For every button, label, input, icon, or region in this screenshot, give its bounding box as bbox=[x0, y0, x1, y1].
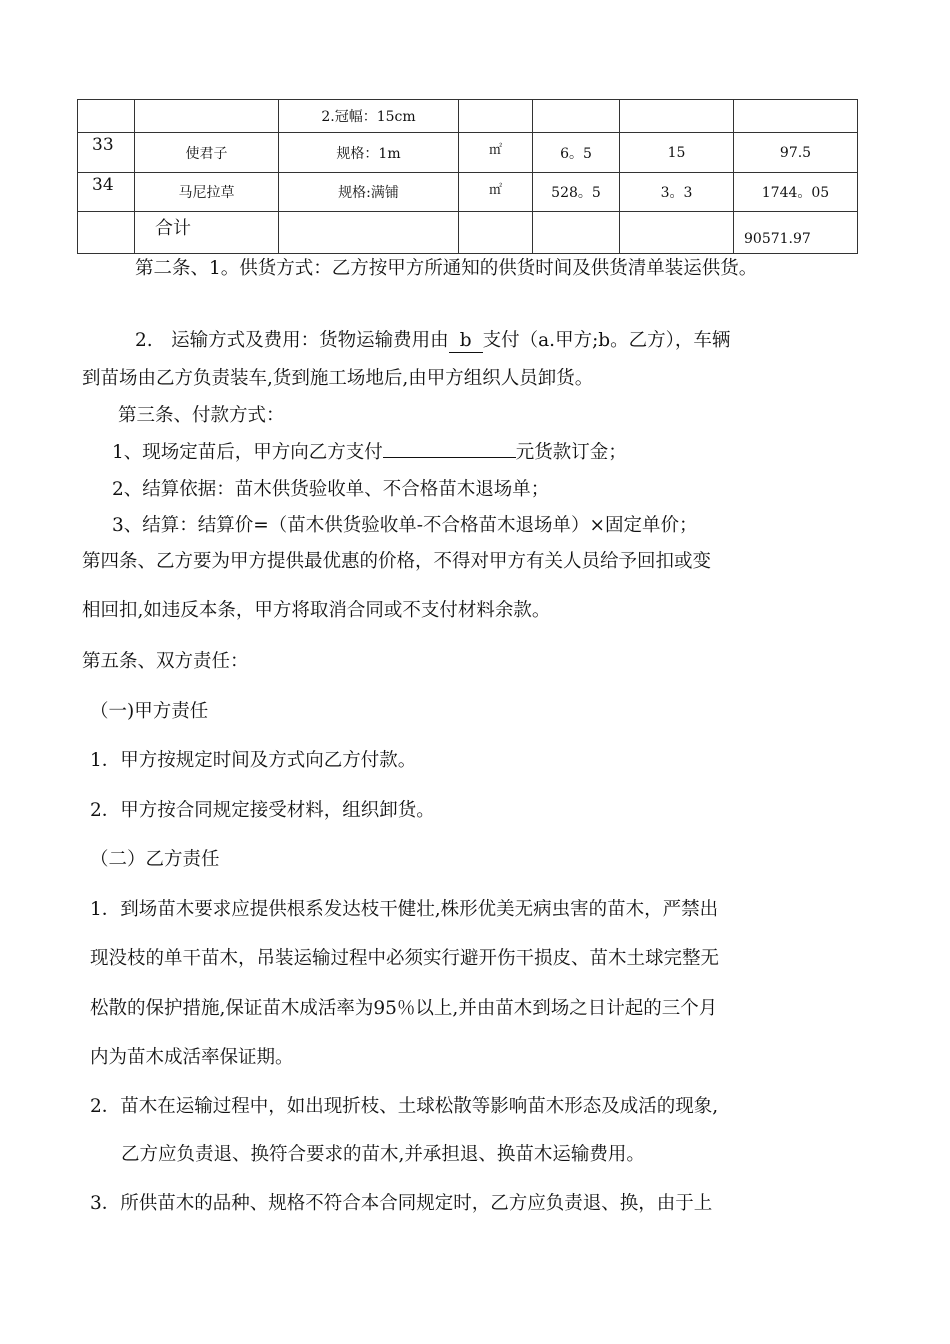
row-number: 34 bbox=[78, 173, 135, 212]
party-b-item-3-line-1: 3．所供苗木的品种、规格不符合本合同规定时，乙方应负责退、换，由于上 bbox=[90, 1193, 713, 1214]
plant-price-table bbox=[77, 99, 858, 254]
party-b-item-1-line-4: 内为苗木成活率保证期。 bbox=[90, 1047, 294, 1068]
amount: 1744。05 bbox=[734, 173, 858, 212]
total-label: 合计 bbox=[135, 212, 279, 254]
item-1-prefix: 1、现场定苗后，甲方向乙方支付 bbox=[112, 442, 383, 463]
table-row bbox=[78, 173, 858, 212]
party-a-heading: （一)甲方责任 bbox=[90, 701, 209, 722]
deposit-amount-blank bbox=[383, 457, 516, 458]
clause-2-prefix: 2. 运输方式及费用：货物运输费用由 bbox=[135, 330, 449, 351]
article-2-clause-1: 第二条、1。供货方式：乙方按甲方所通知的供货时间及供货清单装运供货。 bbox=[135, 258, 758, 279]
plant-spec: 2.冠幅：15cm bbox=[279, 100, 459, 133]
table-row bbox=[78, 133, 858, 173]
article-3-item-1 bbox=[112, 439, 627, 467]
total-empty-cell bbox=[533, 212, 620, 254]
quantity: 6。5 bbox=[533, 133, 620, 173]
row-number bbox=[78, 100, 135, 133]
article-5-title: 第五条、双方责任： bbox=[82, 651, 249, 672]
table-row bbox=[78, 100, 858, 133]
total-empty-cell bbox=[459, 212, 533, 254]
total-empty-cell bbox=[620, 212, 734, 254]
article-3-title: 第三条、付款方式： bbox=[118, 405, 285, 426]
article-3-item-2: 2、结算依据：苗木供货验收单、不合格苗木退场单； bbox=[112, 479, 550, 500]
plant-spec: 规格：1m bbox=[279, 133, 459, 173]
plant-name bbox=[135, 100, 279, 133]
party-b-item-1-line-3: 松散的保护措施,保证苗木成活率为95％以上,并由苗木到场之日计起的三个月 bbox=[90, 998, 718, 1019]
unit-price bbox=[620, 100, 734, 133]
amount bbox=[734, 100, 858, 133]
quantity bbox=[533, 100, 620, 133]
unit: ㎡ bbox=[459, 133, 533, 173]
item-1-suffix: 元货款订金； bbox=[515, 442, 627, 463]
party-b-item-1-line-2: 现没枝的单干苗木，吊装运输过程中必须实行避开伤干损皮、苗木土球完整无 bbox=[90, 948, 720, 969]
plant-name: 使君子 bbox=[135, 133, 279, 173]
article-4-line-2: 相回扣,如违反本条，甲方将取消合同或不支付材料余款。 bbox=[82, 600, 551, 621]
article-4-line-1: 第四条、乙方要为甲方提供最优惠的价格，不得对甲方有关人员给予回扣或变 bbox=[82, 551, 712, 572]
article-2-clause-2-continued: 到苗场由乙方负责装车,货到施工场地后,由甲方组织人员卸货。 bbox=[82, 368, 594, 389]
party-a-item-1: 1．甲方按规定时间及方式向乙方付款。 bbox=[90, 750, 417, 771]
payer-blank: b bbox=[449, 330, 483, 353]
party-b-item-2-line-1: 2．苗木在运输过程中，如出现折枝、土球松散等影响苗木形态及成活的现象, bbox=[90, 1096, 719, 1117]
plant-name: 马尼拉草 bbox=[135, 173, 279, 212]
row-number: 33 bbox=[78, 133, 135, 173]
unit-price: 3。3 bbox=[620, 173, 734, 212]
total-empty-cell bbox=[279, 212, 459, 254]
party-b-heading: （二）乙方责任 bbox=[90, 849, 220, 870]
article-2-clause-2 bbox=[135, 327, 730, 355]
party-b-item-2-line-2: 乙方应负责退、换符合要求的苗木,并承担退、换苗木运输费用。 bbox=[121, 1144, 645, 1165]
article-3-item-3: 3、结算：结算价=（苗木供货验收单-不合格苗木退场单）×固定单价； bbox=[112, 515, 698, 536]
unit-price: 15 bbox=[620, 133, 734, 173]
table-total-row bbox=[78, 212, 858, 254]
total-empty-cell bbox=[78, 212, 135, 254]
quantity: 528。5 bbox=[533, 173, 620, 212]
plant-spec: 规格:满铺 bbox=[279, 173, 459, 212]
unit bbox=[459, 100, 533, 133]
unit: ㎡ bbox=[459, 173, 533, 212]
clause-2-suffix: 支付（a.甲方;b。乙方），车辆 bbox=[482, 330, 731, 351]
party-a-item-2: 2．甲方按合同规定接受材料，组织卸货。 bbox=[90, 800, 435, 821]
amount: 97.5 bbox=[734, 133, 858, 173]
party-b-item-1-line-1: 1．到场苗木要求应提供根系发达枝干健壮,株形优美无病虫害的苗木，严禁出 bbox=[90, 899, 719, 920]
total-amount: 90571.97 bbox=[734, 212, 858, 254]
